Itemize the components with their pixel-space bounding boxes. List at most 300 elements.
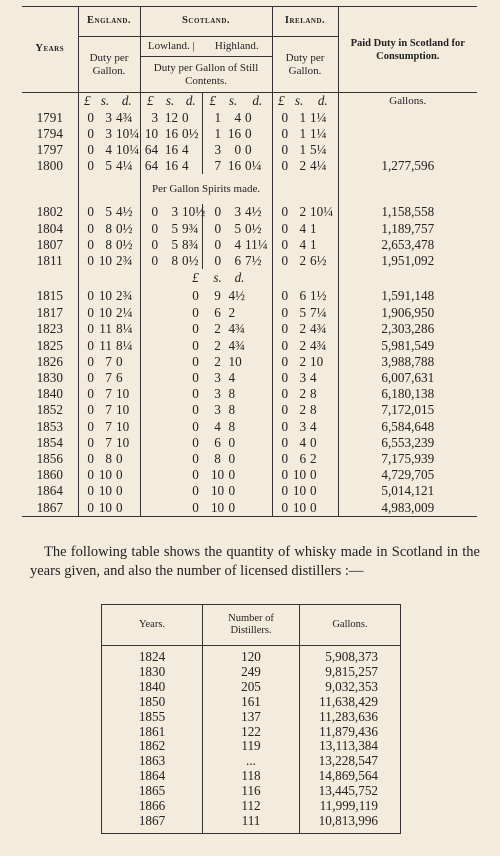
england-pence: 6	[114, 370, 140, 386]
distillers-cell: 205	[203, 680, 300, 695]
scotland-duty-part: 2	[228, 305, 236, 321]
ireland-pence: 1¼	[308, 110, 338, 126]
table-row	[22, 253, 477, 269]
header-ireland: Ireland.	[272, 7, 338, 37]
england-pounds: 0	[87, 418, 94, 434]
england-shillings: 3	[105, 125, 112, 141]
year-cell: 1830	[102, 665, 203, 680]
ireland-shillings: 6	[299, 288, 307, 304]
england-pence: 4¾	[114, 110, 140, 126]
scotland-duty-part: 2	[214, 353, 221, 369]
scotland-duty	[140, 321, 272, 337]
highland-pence: 4½	[243, 204, 272, 220]
lowland-shillings: 12	[164, 109, 179, 125]
scotland-duty-part: 0	[228, 467, 236, 483]
scotland-duty-part: 0	[192, 288, 199, 304]
highland-pence: 0	[243, 142, 272, 158]
ireland-shillings: 1	[299, 109, 307, 125]
table-row	[22, 500, 477, 517]
year-cell: 1854	[22, 435, 78, 451]
england-shillings: 10	[96, 500, 114, 517]
paid-cell	[338, 126, 477, 142]
england-pounds: 0	[87, 141, 94, 157]
gallons-cell: 11,879,436	[319, 723, 378, 739]
paid-cell	[338, 142, 477, 158]
ireland-pence: 0	[308, 435, 338, 451]
ireland-pounds: 0	[272, 500, 290, 517]
table-row	[102, 784, 401, 799]
distillers-cell: 116	[203, 784, 300, 799]
england-shillings: 7	[105, 418, 112, 434]
table-row	[22, 158, 477, 174]
lowland-pounds: 3	[151, 109, 159, 125]
year-cell: 1817	[22, 305, 78, 321]
ireland-pounds: 0	[281, 288, 289, 304]
year-cell: 1802	[22, 204, 78, 220]
england-pence: 4¼	[114, 158, 140, 174]
ireland-shillings: 2	[299, 402, 307, 418]
england-shillings: 3	[105, 109, 112, 125]
england-shillings: 8	[105, 236, 112, 252]
scotland-duty-part: 0	[192, 369, 199, 385]
highland-shillings: 6	[234, 252, 242, 268]
england-pence: 10	[114, 386, 140, 402]
england-shillings: 10	[98, 288, 112, 304]
gallons-cell: 9,032,353	[325, 678, 378, 694]
header-paid-duty: Paid Duty in Scotland for Consumption.	[338, 7, 477, 93]
england-pounds: 0	[78, 500, 96, 517]
table-row	[102, 725, 401, 740]
header-distillers: Number of Distillers.	[203, 605, 300, 646]
table-row	[102, 695, 401, 710]
duty-table	[22, 6, 477, 517]
ireland-shillings: 3	[299, 418, 307, 434]
distillers-cell: 122	[203, 725, 300, 740]
england-shillings: 10	[98, 305, 112, 321]
ireland-pounds: 0	[281, 386, 289, 402]
scotland-duty-part: 10	[210, 467, 225, 483]
table-row	[102, 754, 401, 769]
distillers-cell: 118	[203, 769, 300, 784]
scotland-duty-part: 0	[192, 321, 199, 337]
table-row	[22, 386, 477, 402]
england-shillings: 11	[99, 321, 112, 337]
highland-pounds: 0	[214, 220, 222, 236]
table-row	[22, 142, 477, 158]
paid-cell: 6,584,648	[381, 418, 435, 434]
table-row	[22, 435, 477, 451]
paid-cell: 4,983,009	[338, 500, 477, 517]
year-cell: 1862	[102, 739, 203, 754]
scotland-duty	[140, 435, 272, 451]
year-cell: 1794	[22, 126, 78, 142]
paid-cell: 1,591,148	[381, 288, 435, 304]
gallons-cell: 13,228,547	[318, 753, 378, 769]
lowland-pounds: 0	[151, 236, 159, 252]
ireland-pounds: 0	[281, 434, 289, 450]
lowland-pence: 0½	[180, 253, 202, 269]
year-cell: 1861	[102, 725, 203, 740]
table-row	[102, 710, 401, 725]
ireland-pounds: 0	[281, 483, 289, 499]
year-cell: 1853	[22, 419, 78, 435]
scotland-duty	[140, 370, 272, 386]
ireland-shillings: 10	[290, 500, 308, 517]
scotland-duty-part: 0	[228, 434, 236, 450]
lowland-pence: 9¾	[180, 221, 202, 237]
lowland-pence: 10½	[182, 204, 206, 220]
distillers-cell: 112	[203, 799, 300, 814]
scotland-duty-part: 8	[214, 450, 221, 466]
scotland-duty-part: 6	[214, 434, 221, 450]
scotland-duty-part: 8	[228, 386, 236, 402]
distillers-cell: 120	[203, 646, 300, 665]
england-pence: 8¼	[114, 338, 140, 354]
highland-pounds: 1	[214, 125, 222, 141]
ireland-pounds: 0	[281, 204, 289, 220]
highland-pounds: 0	[214, 252, 222, 268]
england-shillings: 5	[105, 204, 112, 220]
gallons-cell: 14,869,564	[318, 768, 378, 784]
highland-pounds: 0	[214, 204, 222, 220]
paid-cell: 2,653,478	[381, 236, 435, 252]
scotland-duty	[140, 305, 272, 321]
ireland-pence: 7¼	[308, 305, 338, 321]
ireland-pounds: 0	[281, 252, 289, 268]
paid-cell: 6,553,239	[381, 434, 435, 450]
unit-label: d.	[234, 270, 245, 286]
paid-cell: 5,981,549	[381, 337, 435, 353]
scotland-duty-part: 4¾	[228, 321, 246, 337]
lowland-shillings: 8	[171, 252, 179, 268]
spirits-made-row	[22, 174, 477, 204]
paid-cell: 1,189,757	[381, 220, 435, 236]
table-row	[22, 370, 477, 386]
gallons-cell: 13,445,752	[318, 783, 378, 799]
england-pounds: 0	[87, 158, 94, 174]
units-row: £ s. d. £ s. d. £ s. d. £ s. d. Gallons.	[22, 93, 477, 110]
unit-label: s.	[213, 270, 222, 286]
ireland-shillings: 1	[299, 125, 307, 141]
ireland-pounds: 0	[281, 369, 289, 385]
lowland-pounds: 0	[151, 252, 159, 268]
lowland-shillings: 3	[171, 204, 179, 220]
scotland-duty-part: 0	[192, 418, 199, 434]
paid-cell: 4,729,705	[381, 467, 435, 483]
year-cell: 1825	[22, 338, 78, 354]
lowland-shillings: 16	[164, 158, 179, 174]
year-cell: 1863	[102, 754, 203, 769]
table-row	[22, 204, 477, 220]
year-cell: 1791	[22, 110, 78, 126]
scotland-duty-part: 8	[228, 402, 236, 418]
ireland-pence: 1¼	[308, 126, 338, 142]
lowland-shillings: 5	[171, 236, 179, 252]
england-pounds: 0	[87, 353, 94, 369]
table-row	[22, 354, 477, 370]
scotland-duty	[140, 354, 272, 370]
ireland-pounds: 0	[281, 321, 289, 337]
year-cell: 1840	[22, 386, 78, 402]
england-pounds: 0	[87, 109, 94, 125]
ireland-shillings: 5	[299, 305, 307, 321]
scotland-duty	[140, 402, 272, 418]
ireland-pence: 1	[308, 237, 338, 253]
scotland-duty	[140, 467, 272, 483]
scotland-duty-part: 6	[214, 305, 221, 321]
header-lowland: Lowland. |	[140, 37, 202, 57]
year-cell: 1840	[102, 680, 203, 695]
ireland-pounds: 0	[281, 158, 289, 174]
year-cell: 1866	[102, 799, 203, 814]
ireland-shillings: 2	[299, 321, 307, 337]
gallons-cell: 10,813,996	[318, 812, 378, 828]
scotland-duty	[140, 338, 272, 354]
scotland-duty-part: 2	[214, 337, 221, 353]
england-pence: 10¼	[116, 125, 140, 141]
scotland-duty-part: 0	[192, 386, 199, 402]
england-shillings: 7	[105, 434, 112, 450]
year-cell: 1797	[22, 142, 78, 158]
highland-pence: 0¼	[243, 158, 272, 174]
scotland-duty-part: 3	[214, 402, 221, 418]
ireland-pence: 5¼	[308, 142, 338, 158]
scotland-duty-part: 0	[192, 305, 199, 321]
paid-cell: 1,951,092	[381, 252, 435, 268]
table-row	[102, 665, 401, 680]
ireland-pence: 4	[308, 370, 338, 386]
header-years: Years	[22, 7, 78, 93]
year-cell: 1850	[102, 695, 203, 710]
lowland-pence: 8¾	[180, 237, 202, 253]
ireland-pounds: 0	[281, 418, 289, 434]
table-row	[102, 799, 401, 814]
scotland-duty-part: 8	[228, 418, 236, 434]
ireland-pence: 0	[308, 483, 338, 499]
ireland-shillings: 10	[292, 483, 307, 499]
year-cell: 1830	[22, 370, 78, 386]
highland-pence: 0½	[243, 221, 272, 237]
scotland-duty-part: 0	[228, 450, 236, 466]
table-row	[102, 739, 401, 754]
ireland-pence: 6½	[308, 253, 338, 269]
england-shillings: 10	[98, 252, 112, 268]
scotland-duty-part: 0	[192, 467, 199, 483]
england-shillings: 10	[98, 483, 112, 499]
ireland-pence: 4¼	[308, 158, 338, 174]
highland-pounds: 7	[214, 158, 222, 174]
ireland-pence: 4	[308, 419, 338, 435]
table-row	[102, 769, 401, 784]
england-shillings: 11	[99, 337, 112, 353]
england-shillings: 7	[105, 402, 112, 418]
highland-pounds: 0	[214, 236, 222, 252]
ireland-shillings: 2	[299, 158, 307, 174]
highland-pounds: 3	[214, 141, 222, 157]
scotland-duty-part: 4	[214, 418, 221, 434]
highland-shillings: 3	[234, 204, 242, 220]
highland-shillings: 5	[234, 220, 242, 236]
ireland-pounds: 0	[281, 220, 289, 236]
england-shillings: 5	[105, 158, 112, 174]
england-pounds: 0	[87, 288, 94, 304]
england-pounds: 0	[87, 369, 94, 385]
table-row	[22, 483, 477, 499]
scotland-duty-part: 0	[228, 499, 236, 515]
header-ireland-duty: Duty per Gallon.	[272, 37, 338, 93]
ireland-pence: 4¾	[308, 321, 338, 337]
table-row	[22, 110, 477, 126]
england-pence: 2¼	[114, 305, 140, 321]
england-shillings: 8	[105, 220, 112, 236]
highland-shillings: 4	[234, 109, 242, 125]
paid-cell: 7,172,015	[381, 402, 435, 418]
ireland-pounds: 0	[281, 402, 289, 418]
paid-cell: 1,277,596	[381, 158, 435, 174]
ireland-pence: 10¼	[308, 204, 338, 220]
table-row	[102, 680, 401, 695]
lowland-pounds: 0	[151, 204, 159, 220]
highland-pence: 7½	[243, 253, 272, 269]
england-pounds: 0	[87, 220, 94, 236]
ireland-shillings: 6	[299, 450, 307, 466]
spirits-made-row-label: Per Gallon Spirits made.	[140, 174, 272, 204]
year-cell: 1811	[22, 253, 78, 269]
scotland-duty-part: 9	[214, 288, 221, 304]
england-pounds: 0	[87, 337, 94, 353]
england-pence: 0½	[114, 237, 140, 253]
header-gallons: Gallons.	[300, 605, 401, 646]
ireland-pounds: 0	[281, 236, 289, 252]
gallons-cell: 13,113,384	[319, 738, 378, 754]
scotland-duty-part: 10	[210, 483, 225, 499]
ireland-shillings: 10	[292, 467, 307, 483]
lowland-shillings: 5	[171, 220, 179, 236]
header-england-duty: Duty per Gallon.	[78, 37, 140, 93]
gallons-cell: 5,908,373	[325, 649, 378, 664]
england-pence: 0½	[114, 221, 140, 237]
england-pounds: 0	[87, 467, 94, 483]
distillers-cell: 161	[203, 695, 300, 710]
gallons-cell: 11,638,429	[319, 693, 378, 709]
ireland-pounds: 0	[281, 305, 289, 321]
ireland-pence: 0	[308, 500, 338, 517]
england-pence: 0	[114, 500, 140, 517]
units-row-2	[22, 269, 477, 287]
paid-cell: 2,303,286	[381, 321, 435, 337]
year-cell: 1815	[22, 287, 78, 305]
highland-pence: 0	[243, 110, 272, 126]
england-pounds: 0	[87, 402, 94, 418]
year-cell: 1855	[102, 710, 203, 725]
table-row	[22, 419, 477, 435]
scotland-duty-part: 0	[192, 337, 199, 353]
paid-cell	[338, 110, 477, 126]
gallons-cell: 11,999,119	[319, 798, 378, 814]
year-cell: 1800	[22, 158, 78, 174]
england-pounds: 0	[87, 450, 94, 466]
table-row	[102, 814, 401, 833]
paid-cell: 6,180,138	[381, 386, 435, 402]
england-pence: 2¾	[114, 287, 140, 305]
header-scotland: Scotland.	[140, 7, 272, 37]
year-cell: 1860	[22, 467, 78, 483]
highland-pounds: 1	[214, 109, 222, 125]
distillers-cell: 137	[203, 710, 300, 725]
scotland-duty-part: 4	[228, 369, 236, 385]
lowland-pounds: 64	[144, 158, 159, 174]
ireland-pence: 1½	[308, 287, 338, 305]
header-england: England.	[78, 7, 140, 37]
scotland-duty-part: 0	[192, 353, 199, 369]
england-pounds: 0	[87, 204, 94, 220]
highland-shillings: 0	[234, 141, 242, 157]
ireland-shillings: 4	[299, 434, 307, 450]
table-row	[22, 451, 477, 467]
england-pence: 10	[114, 419, 140, 435]
scotland-duty	[140, 483, 272, 499]
england-pounds: 0	[87, 252, 94, 268]
highland-pence: 0	[243, 126, 272, 142]
england-pence: 8¼	[114, 321, 140, 337]
year-cell: 1864	[22, 483, 78, 499]
ireland-pence: 0	[308, 467, 338, 483]
ireland-pence: 2	[308, 451, 338, 467]
highland-shillings: 16	[227, 158, 242, 174]
table-row	[22, 467, 477, 483]
scotland-duty	[140, 419, 272, 435]
lowland-pounds: 10	[144, 125, 159, 141]
ireland-pence: 1	[308, 221, 338, 237]
year-cell: 1807	[22, 237, 78, 253]
england-shillings: 4	[105, 141, 112, 157]
ireland-shillings: 2	[299, 337, 307, 353]
england-pounds: 0	[87, 321, 94, 337]
distillers-cell: 119	[203, 739, 300, 754]
year-cell: 1867	[102, 814, 203, 833]
year-cell: 1864	[102, 769, 203, 784]
scotland-duty	[140, 386, 272, 402]
lowland-pence: 0	[180, 110, 202, 126]
england-pounds: 0	[87, 236, 94, 252]
england-shillings: 7	[105, 369, 112, 385]
ireland-shillings: 1	[299, 141, 307, 157]
scotland-duty-part: 0	[192, 450, 199, 466]
table-row	[22, 126, 477, 142]
england-shillings: 7	[105, 386, 112, 402]
ireland-shillings: 2	[299, 204, 307, 220]
distillers-cell: ...	[203, 754, 300, 769]
table-row	[102, 646, 401, 665]
year-cell: 1852	[22, 402, 78, 418]
table-row	[22, 305, 477, 321]
ireland-pence: 8	[308, 386, 338, 402]
ireland-pounds: 0	[281, 141, 289, 157]
scotland-duty-part: 10	[210, 499, 225, 515]
scotland-duty-part: 4½	[228, 288, 246, 304]
lowland-shillings: 16	[164, 141, 179, 157]
distillers-cell: 111	[203, 814, 300, 833]
lowland-pence: 0½	[180, 126, 202, 142]
lowland-pence: 4	[180, 142, 202, 158]
england-pence: 10	[114, 435, 140, 451]
table-row	[22, 321, 477, 337]
highland-shillings: 16	[227, 125, 242, 141]
england-pence: 0	[114, 451, 140, 467]
year-cell: 1856	[22, 451, 78, 467]
england-pence: 10	[114, 402, 140, 418]
scotland-duty-part: 0	[192, 483, 199, 499]
